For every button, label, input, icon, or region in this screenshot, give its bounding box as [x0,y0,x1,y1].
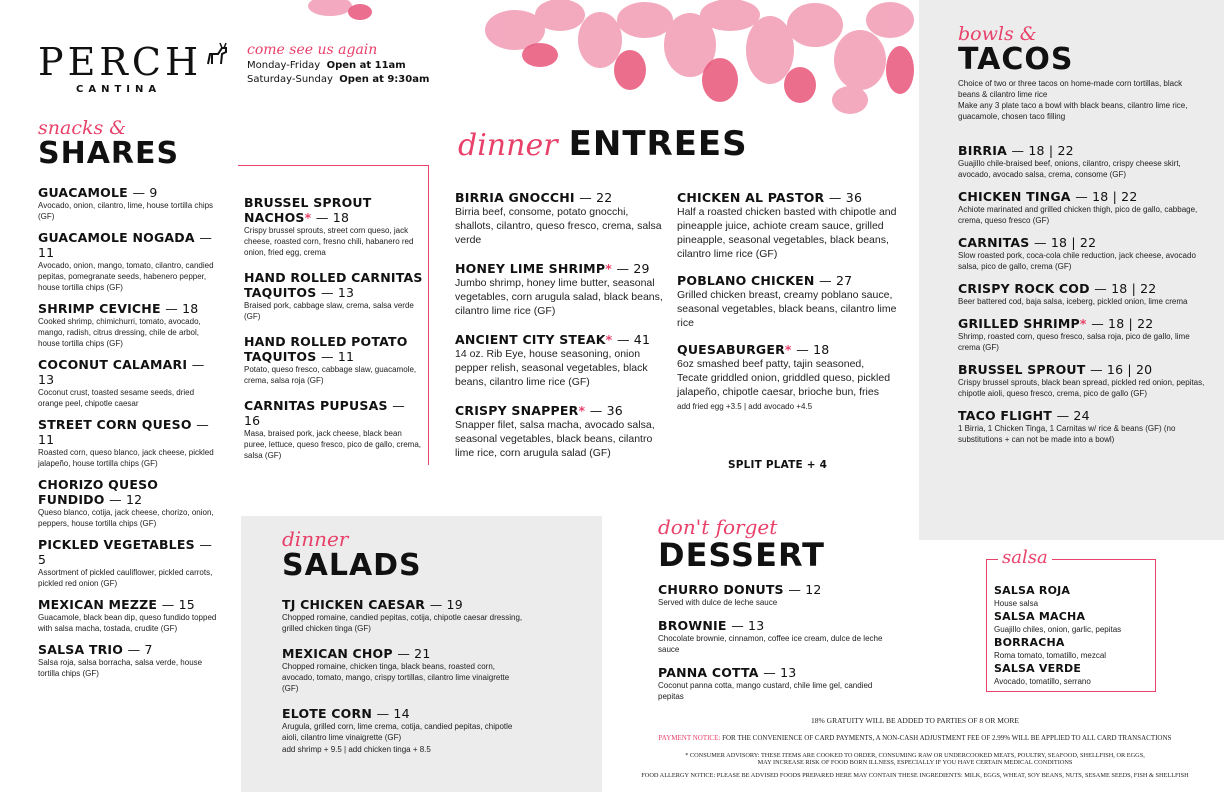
menu-item: PANNA COTTA — 13 Coconut panna cotta, mango custard, chile lime gel, candied pepitas [658,665,873,701]
deer-icon [204,42,230,66]
tacos-list [958,143,1206,454]
payment-notice: PAYMENT NOTICE: FOR THE CONVENIENCE OF CARD PAYMENTS, A NON-CASH ADJUSTMENT FEE OF 2.99% WILL BE APPLIED TO ALL CARD TRANSACTIONS [658,734,1172,742]
menu-item: CHORIZO QUESO FUNDIDO — 12 Queso blanco, cotija, jack cheese, chorizo, onion, peppers, house tortilla chips (GF) [38,477,214,528]
snacks-script: snacks & [38,117,127,139]
dessert-list [658,582,898,712]
hours-time: Open at 11am [326,60,406,71]
salads-script: dinner [282,527,349,551]
snacks-col1 [38,185,218,687]
snacks-col2 [244,195,424,473]
split-plate-note: SPLIT PLATE + 4 [728,459,828,471]
entrees-heading [458,124,748,164]
salsa-title: salsa [998,547,1052,568]
tacos-heading [958,24,1073,76]
hours-line [247,74,429,85]
menu-item: GUACAMOLE NOGADA — 11 Avocado, onion, mango, tomato, cilantro, candied pepitas, pomegranate seeds, habenero pepper, house tortilla chips (GF) [38,230,214,292]
entrees-col2 [677,190,897,424]
menu-item: COCONUT CALAMARI — 13 Coconut crust, toasted sesame seeds, dried orange peel, chipotle caesar [38,357,205,408]
logo-title: PERCH [38,40,203,84]
tacos-title: TACOS [958,42,1074,77]
menu-item: BIRRIA GNOCCHI — 22 Birria beef, consome, potato gnocchi, shallots, cilantro, queso fresco, crema, salsa verde [455,190,662,246]
salads-list [282,597,527,767]
menu-item: GUACAMOLE — 9 Avocado, onion, cilantro, lime, house tortilla chips (GF) [38,185,214,221]
menu-item: HAND ROLLED POTATO TAQUITOS — 11 Potato, queso fresco, cabbage slaw, guacamole, crema, salsa roja (GF) [244,334,417,385]
menu-item: ELOTE CORN — 14 Arugula, grilled corn, lime crema, cotija, candied pepitas, chipotle aioli, cilantro lime vinaigrette (GF) add shrimp + 9.5 | add chicken tinga + 8.5 [282,706,513,754]
hours-days: Saturday-Sunday [247,74,333,85]
snacks-heading [38,118,179,170]
salads-heading [282,528,422,582]
hours-time: Open at 9:30am [339,74,430,85]
divider-line [428,165,429,465]
snacks-title: SHARES [38,136,180,171]
salsa-list [994,583,1154,687]
hours-block [247,42,429,85]
gratuity-notice: 18% GRATUITY WILL BE ADDED TO PARTIES OF 8 OR MORE [811,716,1019,725]
dessert-script: don't forget [658,515,778,539]
salsa-item: BORRACHA Roma tomato, tomatillo, mezcal [994,636,1107,660]
menu-item: BRUSSEL SPROUT — 16 | 20 Crispy brussel sprouts, black bean spread, pickled red onion, pepitas, chipotle aioli, queso fresco, crema, pico de gallo (GF) [958,362,1205,398]
menu-item: STREET CORN QUESO — 11 Roasted corn, queso blanco, jack cheese, pickled jalapeño, house tortilla chips (GF) [38,417,214,468]
menu-item: HAND ROLLED CARNITAS TAQUITOS — 13 Braised pork, cabbage slaw, crema, salsa verde (GF) [244,270,423,321]
entrees-title: ENTREES [568,124,748,164]
menu-item: CARNITAS — 18 | 22 Slow roasted pork, coca-cola chile reduction, jack cheese, avocado salsa, pico de gallo, crema (GF) [958,235,1196,271]
menu-item: CHURRO DONUTS — 12 Served with dulce de leche sauce [658,582,822,607]
menu-item: BIRRIA — 18 | 22 Guajillo chile-braised beef, onions, cilantro, crispy cheese skirt, avocado, avocado salsa, crema, consome (GF) [958,143,1181,179]
tacos-script: bowls & [958,23,1037,45]
menu-item: QUESABURGER* — 18 6oz smashed beef patty, tajin seasoned, Tecate griddled onion, griddled queso, pickled jalapeño, chipotle caesar, brioche bun, fries add fried egg +3.5 | add avocado +4.5 [677,342,891,411]
menu-item: GRILLED SHRIMP* — 18 | 22 Shrimp, roasted corn, queso fresco, salsa roja, pico de gallo, lime crema (GF) [958,316,1190,352]
menu-item: CRISPY SNAPPER* — 36 Snapper filet, salsa macha, avocado salsa, seasonal vegetables, black beans, cilantro lime rice, corn arugula salad (GF) [455,403,655,459]
consumer-advisory: * CONSUMER ADVISORY: THESE ITEMS ARE COOKED TO ORDER, CONSUMING RAW OR UNDERCOOKED MEATS, POULTRY, SEAFOOD, SHELLFISH, OR EGGS, MAY INCREASE RISK OF FOOD BORN ILLNESS, ESPECIALLY IF YOU HAVE CERTAIN MEDICAL CONDITIONS [685,752,1145,766]
menu-item: TACO FLIGHT — 24 1 Birria, 1 Chicken Tinga, 1 Carnitas w/ rice & beans (GF) (no substitutions + can not be made into a bowl) [958,408,1176,444]
menu-item: BRUSSEL SPROUT NACHOS* — 18 Crispy brussel sprouts, street corn queso, jack cheese, roasted corn, fresno chili, habanero red onion, fried egg, crema [244,195,414,257]
entrees-col1 [455,190,665,474]
tacos-intro: Choice of two or three tacos on home-made corn tortillas, black beans & cilantro lime rice Make any 3 plate taco a bowl with black beans, cilantro lime rice, guacamole, chosen taco filling [958,79,1188,121]
logo-subtitle: CANTINA [76,84,162,95]
salsa-item: SALSA VERDE Avocado, tomatillo, serrano [994,662,1091,686]
menu-item: CHICKEN AL PASTOR — 36 Half a roasted chicken basted with chipotle and pineapple juice, achiote cream sauce, grilled pineapple, seasonal vegetables, black beans, cilantro lime rice (GF) [677,190,897,260]
salads-title: SALADS [282,548,422,583]
menu-item: PICKLED VEGETABLES — 5 Assortment of pickled cauliflower, pickled carrots, pickled red onion (GF) [38,537,213,588]
menu-item: TJ CHICKEN CAESAR — 19 Chopped romaine, candied pepitas, cotija, chipotle caesar dressing, grilled chicken tinga (GF) [282,597,523,633]
menu-item: CRISPY ROCK COD — 18 | 22 Beer battered cod, baja salsa, iceberg, pickled onion, lime crema [958,281,1188,306]
hours-line [247,60,429,71]
menu-item: BROWNIE — 13 Chocolate brownie, cinnamon, coffee ice cream, dulce de leche sauce [658,618,883,654]
entrees-script: dinner [458,128,558,163]
dessert-title: DESSERT [658,536,825,574]
logo [38,42,202,95]
salsa-item: SALSA MACHA Guajillo chiles, onion, garlic, pepitas [994,610,1122,634]
menu-item: HONEY LIME SHRIMP* — 29 Jumbo shrimp, honey lime butter, seasonal vegetables, corn arugula salad, black beans, cilantro lime rice (GF) [455,261,663,317]
menu-item: SALSA TRIO — 7 Salsa roja, salsa borracha, salsa verde, house tortilla chips (GF) [38,642,203,678]
menu-item: MEXICAN MEZZE — 15 Guacamole, black bean dip, queso fundido topped with salsa macha, tostada, crudite (GF) [38,597,217,633]
hours-days: Monday-Friday [247,60,321,71]
salsa-item: SALSA ROJA House salsa [994,584,1071,608]
menu-item: POBLANO CHICKEN — 27 Grilled chicken breast, creamy poblano sauce, seasonal vegetables, black beans, cilantro lime rice [677,273,897,329]
hours-tagline: come see us again [247,42,378,58]
menu-item: SHRIMP CEVICHE — 18 Cooked shrimp, chimichurri, tomato, avocado, mango, radish, citrus dressing, chile de arbol, house tortilla chips (GF) [38,301,201,348]
menu-item: ANCIENT CITY STEAK* — 41 14 oz. Rib Eye, house seasoning, onion pepper relish, seasonal vegetables, black beans, cilantro lime rice (GF) [455,332,651,388]
divider-line [238,165,428,166]
menu-item: MEXICAN CHOP — 21 Chopped romaine, chicken tinga, black beans, roasted corn, avocado, tomato, mango, crispy tortillas, cilantro lime vinaigrette (GF) [282,646,510,693]
dessert-heading [658,516,825,572]
allergy-notice: FOOD ALLERGY NOTICE: PLEASE BE ADVISED FOODS PREPARED HERE MAY CONTAIN THESE INGREDIENTS: MILK, EGGS, WHEAT, SOY BEANS, NUTS, SESAME SEEDS, FISH & SHELLFISH [641,772,1189,779]
menu-item: CARNITAS PUPUSAS — 16 Masa, braised pork, jack cheese, black bean puree, lettuce, queso fresco, pico de gallo, crema, salsa (GF) [244,398,421,460]
menu-item: CHICKEN TINGA — 18 | 22 Achiote marinated and grilled chicken thigh, pico de gallo, cabbage, crema, queso fresco (GF) [958,189,1198,225]
